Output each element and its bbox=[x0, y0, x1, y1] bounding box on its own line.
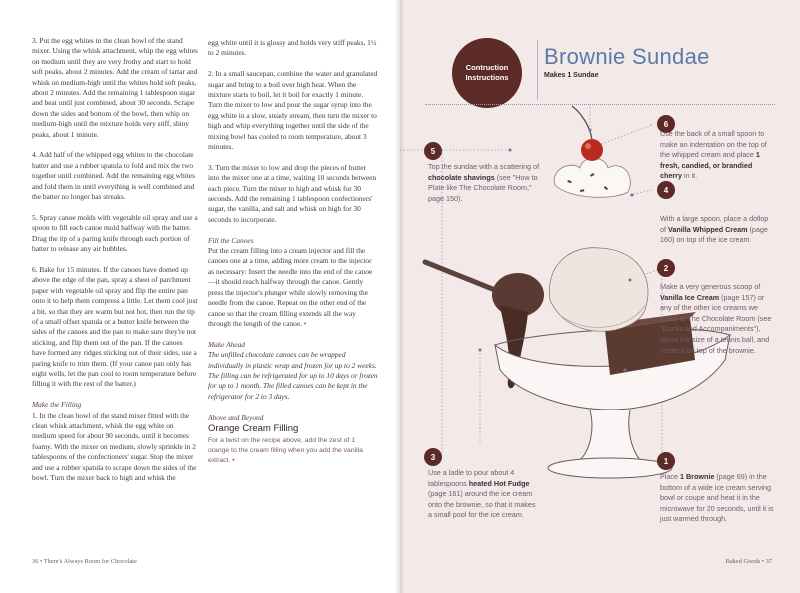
step-number-4: 4 bbox=[657, 181, 675, 199]
recipe-title: Brownie Sundae bbox=[544, 44, 710, 69]
step-number-6: 6 bbox=[657, 115, 675, 133]
right-footer: Baked Goods • 37 bbox=[725, 558, 772, 565]
make-ahead-paragraph: The unfilled chocolate canoes can be wrapped individually in plastic wrap and frozen for up to 2 weeks. The filling can be refrigerated for up to 10 days or frozen for up to 1 month. The filled canoes can be kept in the refrigerator for 2 to 3 days. bbox=[208, 350, 378, 401]
step-3-paragraph: 3. Put the egg whites in the clean bowl of the stand mixer. Using the whisk attachment, whip the egg whites on medium until they are very frothy and start to hold soft peaks, about 2 minutes. Add the cream of tartar and whisk on medium-high until the whites hold soft peaks, about 2 minutes. Add the remaining 1 tablespoon sugar and beat until just combined, about 30 seconds. Scrape down the sides and bottom of the bowl, then whip on medium-high until the mixture holds very stiff, shiny peaks, about 1 minute. bbox=[32, 36, 198, 139]
step-number-1: 1 bbox=[657, 452, 675, 470]
step-2-text: Make a very generous scoop of Vanilla Ice Cream (page 157) or any of the other ice creams we make at The Chocolate Room (see "Drinks and Accompaniments"), about the size of a tennis ball, and nestle it on top of the brownie. bbox=[660, 282, 772, 355]
make-filling-heading: Make the Filling bbox=[32, 400, 82, 410]
variation-title: Orange Cream Filling bbox=[208, 422, 299, 434]
left-column-a bbox=[32, 36, 198, 494]
end-mark: • bbox=[303, 318, 307, 328]
construction-badge: Contruction Instructions bbox=[452, 38, 522, 108]
yield-label: Makes 1 Sundae bbox=[544, 72, 599, 79]
left-column-b bbox=[208, 38, 378, 466]
cherry bbox=[572, 106, 603, 161]
step-number-2: 2 bbox=[657, 259, 675, 277]
step-3-text: Use a ladle to pour about 4 tablespoons heated Hot Fudge (page 161) around the ice cream onto the brownie, so that it makes a small pool for the ice cream. bbox=[428, 468, 536, 520]
guide-line bbox=[630, 190, 652, 195]
left-footer: 36 • There's Always Room for Chocolate bbox=[32, 558, 137, 565]
filling-step-3-paragraph: 3. Turn the mixer to low and drop the pieces of butter into the mixer one at a time, waiting 10 seconds between each piece. Turn the mixer to high and whisk for 30 seconds. Add the remaining 1 tablespoon confectioners' sugar, the vanilla, and salt and whisk on high for 30 seconds to incorporate. bbox=[208, 162, 377, 224]
filling-step-2-paragraph: 2. In a small saucepan, combine the water and granulated sugar and bring to a boil over high heat. When the mixture starts to boil, let it boil for exactly 1 minute. Turn the mixer to low and pour the sugar syrup into the egg white in a slow, steady stream, then turn the mixer to high and whip everything together until the side of the mixing bowl has cooled to room temperature, about 3 minutes. bbox=[208, 69, 378, 152]
step-number-5: 5 bbox=[424, 142, 442, 160]
whipped-cream bbox=[554, 158, 630, 197]
step-number-3: 3 bbox=[424, 448, 442, 466]
ice-cream-scoop bbox=[549, 248, 648, 332]
step-1-text: Place 1 Brownie (page 69) in the bottom of a wide ice cream serving bowl or coupe and heat it in the microwave for 20 seconds, until it is just warmed through. bbox=[660, 472, 774, 524]
fill-canoes-paragraph: Put the cream filling into a cream injector and fill the canoes one at a time, adding more cream to the injector as necessary: Insert the needle into the end of the canoe—it should reach halfway through the canoe. Gently press the injector's plunger while slowly removing the needle from the canoe. Repeat on the other end of the canoe so that the cream filling extends all the way through the length of the canoe. • bbox=[208, 246, 373, 328]
step-6-text: Use the back of a small spoon to make an indentation on the top of the whipped cream and place 1 fresh, candied, or brandied cherry in it. bbox=[660, 129, 767, 181]
variation-text: For a twist on the recipe above, add the zest of 1 orange to the cream filling when you add the vanilla extract. • bbox=[208, 437, 363, 465]
above-beyond-heading: Above and Beyond bbox=[208, 412, 264, 422]
step-6-paragraph: 6. Bake for 15 minutes. If the canoes have domed up above the edge of the pan, spray a sheet of parchment paper with vegetable oil spray and flip the entire pan onto it to help them compress a little. Let them cool just a bit, so that they are warm but not hot, then run the tip of a small offset spatula or a butter knife between the sides of the canoes and the pan to make sure they're not sticking, and flip them out of the pan. If the canoes have formed any ridges sticking out of their sides, use a paring knife to trim them. (If your canoe pan only has eight wells, let the pan cool to room temperature before filling it with the rest of the batter.) bbox=[32, 264, 198, 389]
make-ahead-heading: Make Ahead bbox=[208, 339, 246, 349]
step-4-text: With a large spoon, place a dollop of Vanilla Whipped Cream (page 160) on top of the ice cream. bbox=[660, 214, 769, 245]
filling-continued-paragraph: egg white until it is glossy and holds very stiff peaks, 1½ to 2 minutes. bbox=[208, 38, 377, 58]
step-5-paragraph: 5. Spray canoe molds with vegetable oil spray and use a spoon to fill each canoe mold halfway with the batter. Drag the tip of a paring knife through each portion of batter to release any air bubbles. bbox=[32, 212, 198, 254]
filling-step-1-paragraph: 1. In the clean bowl of the stand mixer fitted with the clean whisk attachment, whisk the egg white on medium speed for about 90 seconds, until it becomes foamy. With the mixer on medium, slowly sprinkle in 2 tablespoons of the confectioners' sugar. Stop the mixer and use a rubber spatula to scrape down the sides of the bowl. Turn the mixer back to high and whisk the bbox=[32, 410, 197, 482]
step-4-paragraph: 4. Add half of the whipped egg whites to the chocolate batter and use a rubber spatula to fold and mix the two together until combined. Add the remaining egg whites and fold them in until everything is well combined and the batter no longer has streaks. bbox=[32, 150, 195, 202]
end-mark: • bbox=[232, 457, 235, 465]
step-5-text: Top the sundae with a scattering of chocolate shavings (see "How to Plate like The Chocolate Room," page 150). bbox=[428, 162, 540, 203]
fill-canoes-heading: Fill the Canoes bbox=[208, 235, 254, 245]
